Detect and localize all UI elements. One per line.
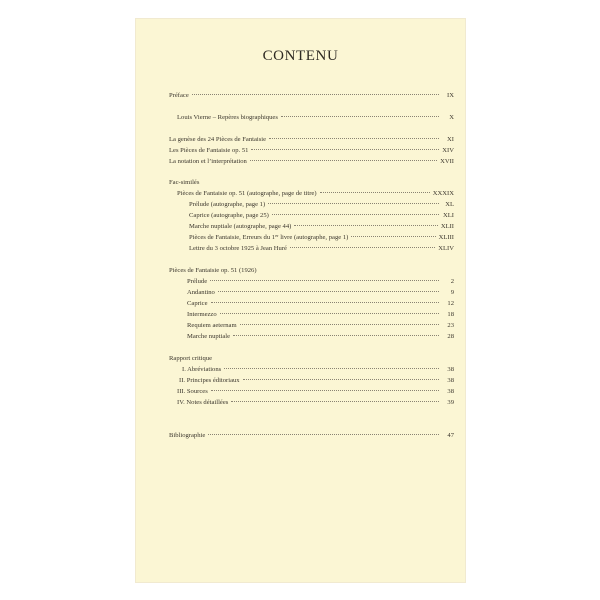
- dot-leader: [268, 203, 439, 204]
- toc-page-number: XIV: [442, 147, 454, 154]
- toc-page-number: 18: [447, 311, 454, 318]
- toc-entry-notation: [169, 158, 454, 166]
- toc-page-number: XLI: [443, 212, 454, 219]
- toc-label: IV. Notes détaillées: [177, 399, 229, 406]
- toc-page-number: 38: [447, 388, 454, 395]
- toc-label: Prélude: [187, 278, 208, 285]
- dot-leader: [233, 335, 439, 336]
- dot-leader: [220, 313, 439, 314]
- page-title: CONTENU: [262, 48, 339, 64]
- toc-label: II. Principes éditoriaux: [179, 377, 240, 384]
- toc-label: Marche nuptiale: [187, 333, 231, 340]
- toc-page-number: IX: [447, 92, 454, 99]
- toc-label: Caprice (autographe, page 25): [189, 212, 269, 219]
- toc-page-number: 2: [450, 278, 454, 285]
- toc-page-number: 23: [447, 322, 454, 329]
- toc-entry-prelude: [187, 278, 454, 286]
- toc-entry-fac1: [177, 190, 454, 198]
- dot-leader: [218, 291, 439, 292]
- toc-page-number: XLIV: [438, 245, 454, 252]
- section-heading-rapport: Rapport critique: [169, 355, 213, 362]
- dot-leader: [192, 94, 439, 95]
- toc-entry-caprice: [187, 300, 454, 308]
- toc-label: Les Pièces de Fantaisie op. 51: [169, 147, 249, 154]
- superscript: er: [275, 233, 279, 238]
- table-of-contents: [136, 19, 465, 582]
- toc-page-number: XLII: [440, 223, 454, 230]
- toc-label: La genèse des 24 Pièces de Fantaisie: [169, 136, 267, 143]
- toc-page-number: XI: [447, 136, 454, 143]
- toc-page-number: 9: [450, 289, 454, 296]
- toc-entry-marche: [187, 333, 454, 341]
- toc-entry-pieces: [169, 147, 454, 155]
- toc-page-number: 12: [447, 300, 454, 307]
- toc-entry-bibliographie: [169, 432, 454, 440]
- dot-leader: [351, 236, 435, 237]
- toc-label: Caprice: [187, 300, 208, 307]
- toc-entry-fac4: [189, 223, 454, 231]
- toc-entry-fac3: [189, 212, 454, 220]
- toc-label: Andantino: [187, 289, 215, 296]
- toc-label: III. Sources: [177, 388, 208, 395]
- toc-entry-genese: [169, 136, 454, 144]
- toc-entry-fac5: [189, 234, 454, 242]
- toc-entry-fac2: [189, 201, 454, 209]
- dot-leader: [250, 160, 437, 161]
- dot-leader: [272, 214, 439, 215]
- toc-label-part: Pièces de Fantaisie, Erreurs du 1: [189, 234, 276, 241]
- toc-page-number: X: [449, 114, 454, 121]
- dot-leader: [281, 116, 439, 117]
- toc-page-number: 47: [447, 432, 454, 439]
- toc-page-number: 38: [447, 377, 454, 384]
- toc-label-part: livre (autographe, page 1): [278, 234, 349, 241]
- toc-entry-fac6: [189, 245, 454, 253]
- toc-entry-principes: [179, 377, 454, 385]
- toc-entry-notes: [177, 399, 454, 407]
- toc-page-number: XLIII: [438, 234, 454, 241]
- toc-entry-reperes: [177, 114, 454, 122]
- toc-label: Préface: [169, 92, 189, 99]
- toc-page-number: 28: [447, 333, 454, 340]
- toc-label: [189, 234, 348, 242]
- toc-entry-intermezzo: [187, 311, 454, 319]
- toc-page-number: 38: [447, 366, 454, 373]
- toc-label: Lettre du 3 octobre 1925 à Jean Huré: [189, 245, 287, 252]
- toc-label: Bibliographie: [169, 432, 206, 439]
- section-heading-facsimiles: Fac-similés: [169, 179, 200, 186]
- toc-label: Intermezzo: [187, 311, 217, 318]
- dot-leader: [224, 368, 439, 369]
- section-heading-op51: Pièces de Fantaisie op. 51 (1926): [169, 267, 257, 274]
- dot-leader: [294, 225, 437, 226]
- toc-entry-preface: [169, 92, 454, 100]
- dot-leader: [211, 302, 439, 303]
- toc-page-number: XVII: [440, 158, 454, 165]
- dot-leader: [290, 247, 435, 248]
- toc-entry-andantino: [187, 289, 454, 297]
- toc-label: Pièces de Fantaisie op. 51 (autographe, page de titre): [177, 190, 317, 197]
- toc-label: Requiem aeternam: [187, 322, 237, 329]
- toc-page-number: XL: [445, 201, 454, 208]
- dot-leader: [211, 390, 439, 391]
- dot-leader: [243, 379, 439, 380]
- toc-page-number: 39: [447, 399, 454, 406]
- toc-entry-sources: [177, 388, 454, 396]
- toc-label: Marche nuptiale (autographe, page 44): [189, 223, 292, 230]
- toc-label: Prélude (autographe, page 1): [189, 201, 266, 208]
- dot-leader: [240, 324, 439, 325]
- toc-entry-requiem: [187, 322, 454, 330]
- dot-leader: [251, 149, 439, 150]
- dot-leader: [320, 192, 430, 193]
- book-page: [136, 19, 465, 582]
- dot-leader: [208, 434, 439, 435]
- dot-leader: [231, 401, 439, 402]
- toc-label: I. Abréviations: [182, 366, 222, 373]
- toc-entry-abreviations: [182, 366, 454, 374]
- toc-page-number: XXXIX: [432, 190, 454, 197]
- dot-leader: [269, 138, 439, 139]
- dot-leader: [210, 280, 439, 281]
- toc-label: Louis Vierne – Repères biographiques: [177, 114, 278, 121]
- toc-label: La notation et l’interprétation: [169, 158, 247, 165]
